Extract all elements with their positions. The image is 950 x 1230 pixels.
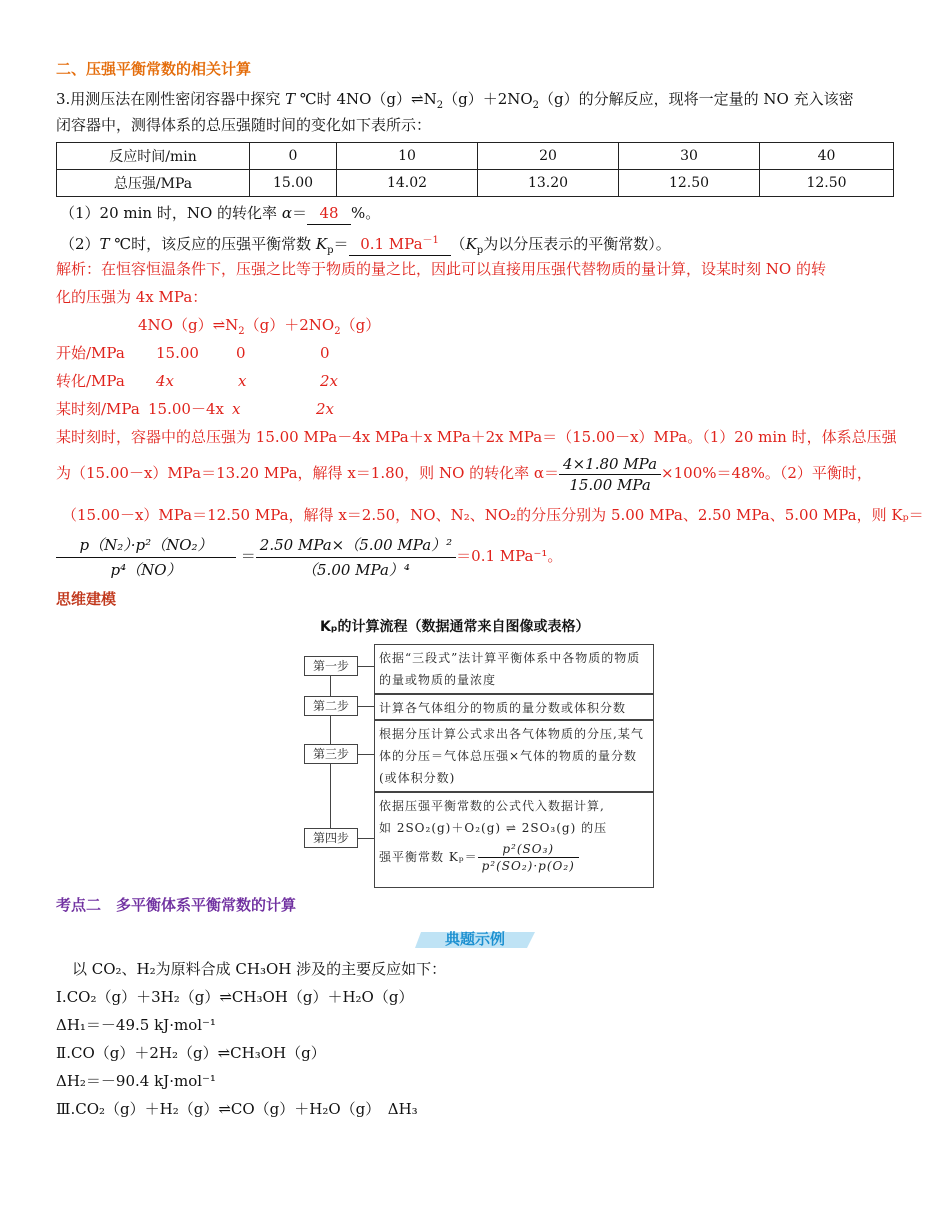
intro-line: 以 CO₂、H₂为原料合成 CH₃OH 涉及的主要反应如下： <box>72 960 447 978</box>
analysis-equation: $4NO(g)\rightleftharpoons N_2(g)+2NO_2(g)$ <box>138 316 381 337</box>
flow-step-4: 第四步 <box>304 828 358 848</box>
answer-1: 48 <box>307 202 351 225</box>
kp-flowchart <box>300 640 650 888</box>
sub-question-2: （2）T ℃时，该反应的压强平衡常数 $K_p= 0.1$ MPa$^{-1}$ （$K_p$为以分压表示的平衡常数）。 <box>60 230 671 262</box>
question-line-2: 闭容器中，测得体系的总压强随时间的变化如下表所示： <box>56 116 432 134</box>
section-title: 二、压强平衡常数的相关计算 <box>56 60 252 78</box>
example-banner: 典题示例 <box>415 928 535 950</box>
reaction-2: Ⅱ.CO（g）＋2H₂（g）⇌CH₃OH（g） <box>56 1044 326 1062</box>
flow-title: Kₚ的计算流程（数据通常来自图像或表格） <box>320 619 590 635</box>
flow-step-1: 第一步 <box>304 656 358 676</box>
flow-box-3: 根据分压计算公式求出各气体物质的分压,某气体的分压＝气体总压强×气体的物质的量分数(或体积分数) <box>374 720 654 792</box>
flow-box-2: 计算各气体组分的物质的量分数或体积分数 <box>374 694 654 720</box>
reaction-3: Ⅲ.CO₂（g）＋H₂（g）⇌CO（g）＋H₂O（g） ΔH₃ <box>56 1100 418 1118</box>
model-title: 思维建模 <box>56 590 117 608</box>
answer-2: 0.1 MPa$^{-1}$ <box>349 230 451 256</box>
sub-question-1: （1）20 min 时，NO 的转化率 α＝ 48 %。 <box>60 202 380 225</box>
enthalpy-1: ΔH₁＝－49.5 kJ·mol⁻¹ <box>56 1016 216 1034</box>
analysis-line-2: 化的压强为 4x MPa： <box>56 288 208 306</box>
analysis-line-4: 为（15.00－x）MPa＝13.20 MPa，解得 x＝1.80，则 NO 的转化率 α＝ $\frac{\text{4×1.80 MPa}}{\text{15.00 MPa}}$ ×100%＝48%。（2）平衡时， <box>56 454 872 494</box>
flow-step-2: 第二步 <box>304 696 358 716</box>
reaction-1: Ⅰ.CO₂（g）＋3H₂（g）⇌CH₃OH（g）＋H₂O（g） <box>56 988 414 1006</box>
pressure-table <box>56 142 894 197</box>
analysis-line-3: 某时刻时，容器中的总压强为 15.00 MPa－4x MPa＋x MPa＋2x MPa＝（15.00－x）MPa。（1）20 min 时，体系总压强 <box>56 428 897 446</box>
question-line-1: 3.用测压法在刚性密闭容器中探究 T ℃时 $4NO(g)\rightleftharpoons N_2(g)+2NO_2(g)$的分解反应，现将一定量的 NO 充入该密 <box>56 90 854 111</box>
enthalpy-2: ΔH₂＝－90.4 kJ·mol⁻¹ <box>56 1072 216 1090</box>
table-row: 反应时间/min 0 10 20 30 40 <box>57 143 894 170</box>
flow-step-3: 第三步 <box>304 744 358 764</box>
analysis-line-1: 解析：在恒容恒温条件下，压强之比等于物质的量之比，因此可以直接用压强代替物质的量计算，设某时刻 NO 的转 <box>56 260 826 278</box>
flow-box-1: 依据“三段式”法计算平衡体系中各物质的物质的量或物质的量浓度 <box>374 644 654 694</box>
analysis-line-5: （15.00－x）MPa＝12.50 MPa，解得 x＝2.50，NO、N₂、NO₂的分压分别为 5.00 MPa、2.50 MPa、5.00 MPa，则 Kₚ＝ <box>62 506 924 524</box>
flow-box-4: 依据压强平衡常数的公式代入数据计算, 如 2SO₂(g)＋O₂(g) ⇌ 2SO₃(g) 的压 强平衡常数 Kₚ＝ $\frac{\text{p²(SO₃)}}{\text{p²(SO₂)·p(O₂)}}$ <box>374 792 654 888</box>
table-row: 总压强/MPa 15.00 14.02 13.20 12.50 12.50 <box>57 170 894 197</box>
kaodian-title: 考点二 多平衡体系平衡常数的计算 <box>56 896 297 914</box>
kp-formula: $\frac{\text{p（N₂）·p²（NO₂）}}{\text{p⁴（NO）}}$ ＝ $\frac{\text{2.50 MPa×（5.00 MPa）²}}{\text{（5.00 MPa）⁴}}$ ＝0.1 MPa⁻¹。 <box>56 530 562 582</box>
